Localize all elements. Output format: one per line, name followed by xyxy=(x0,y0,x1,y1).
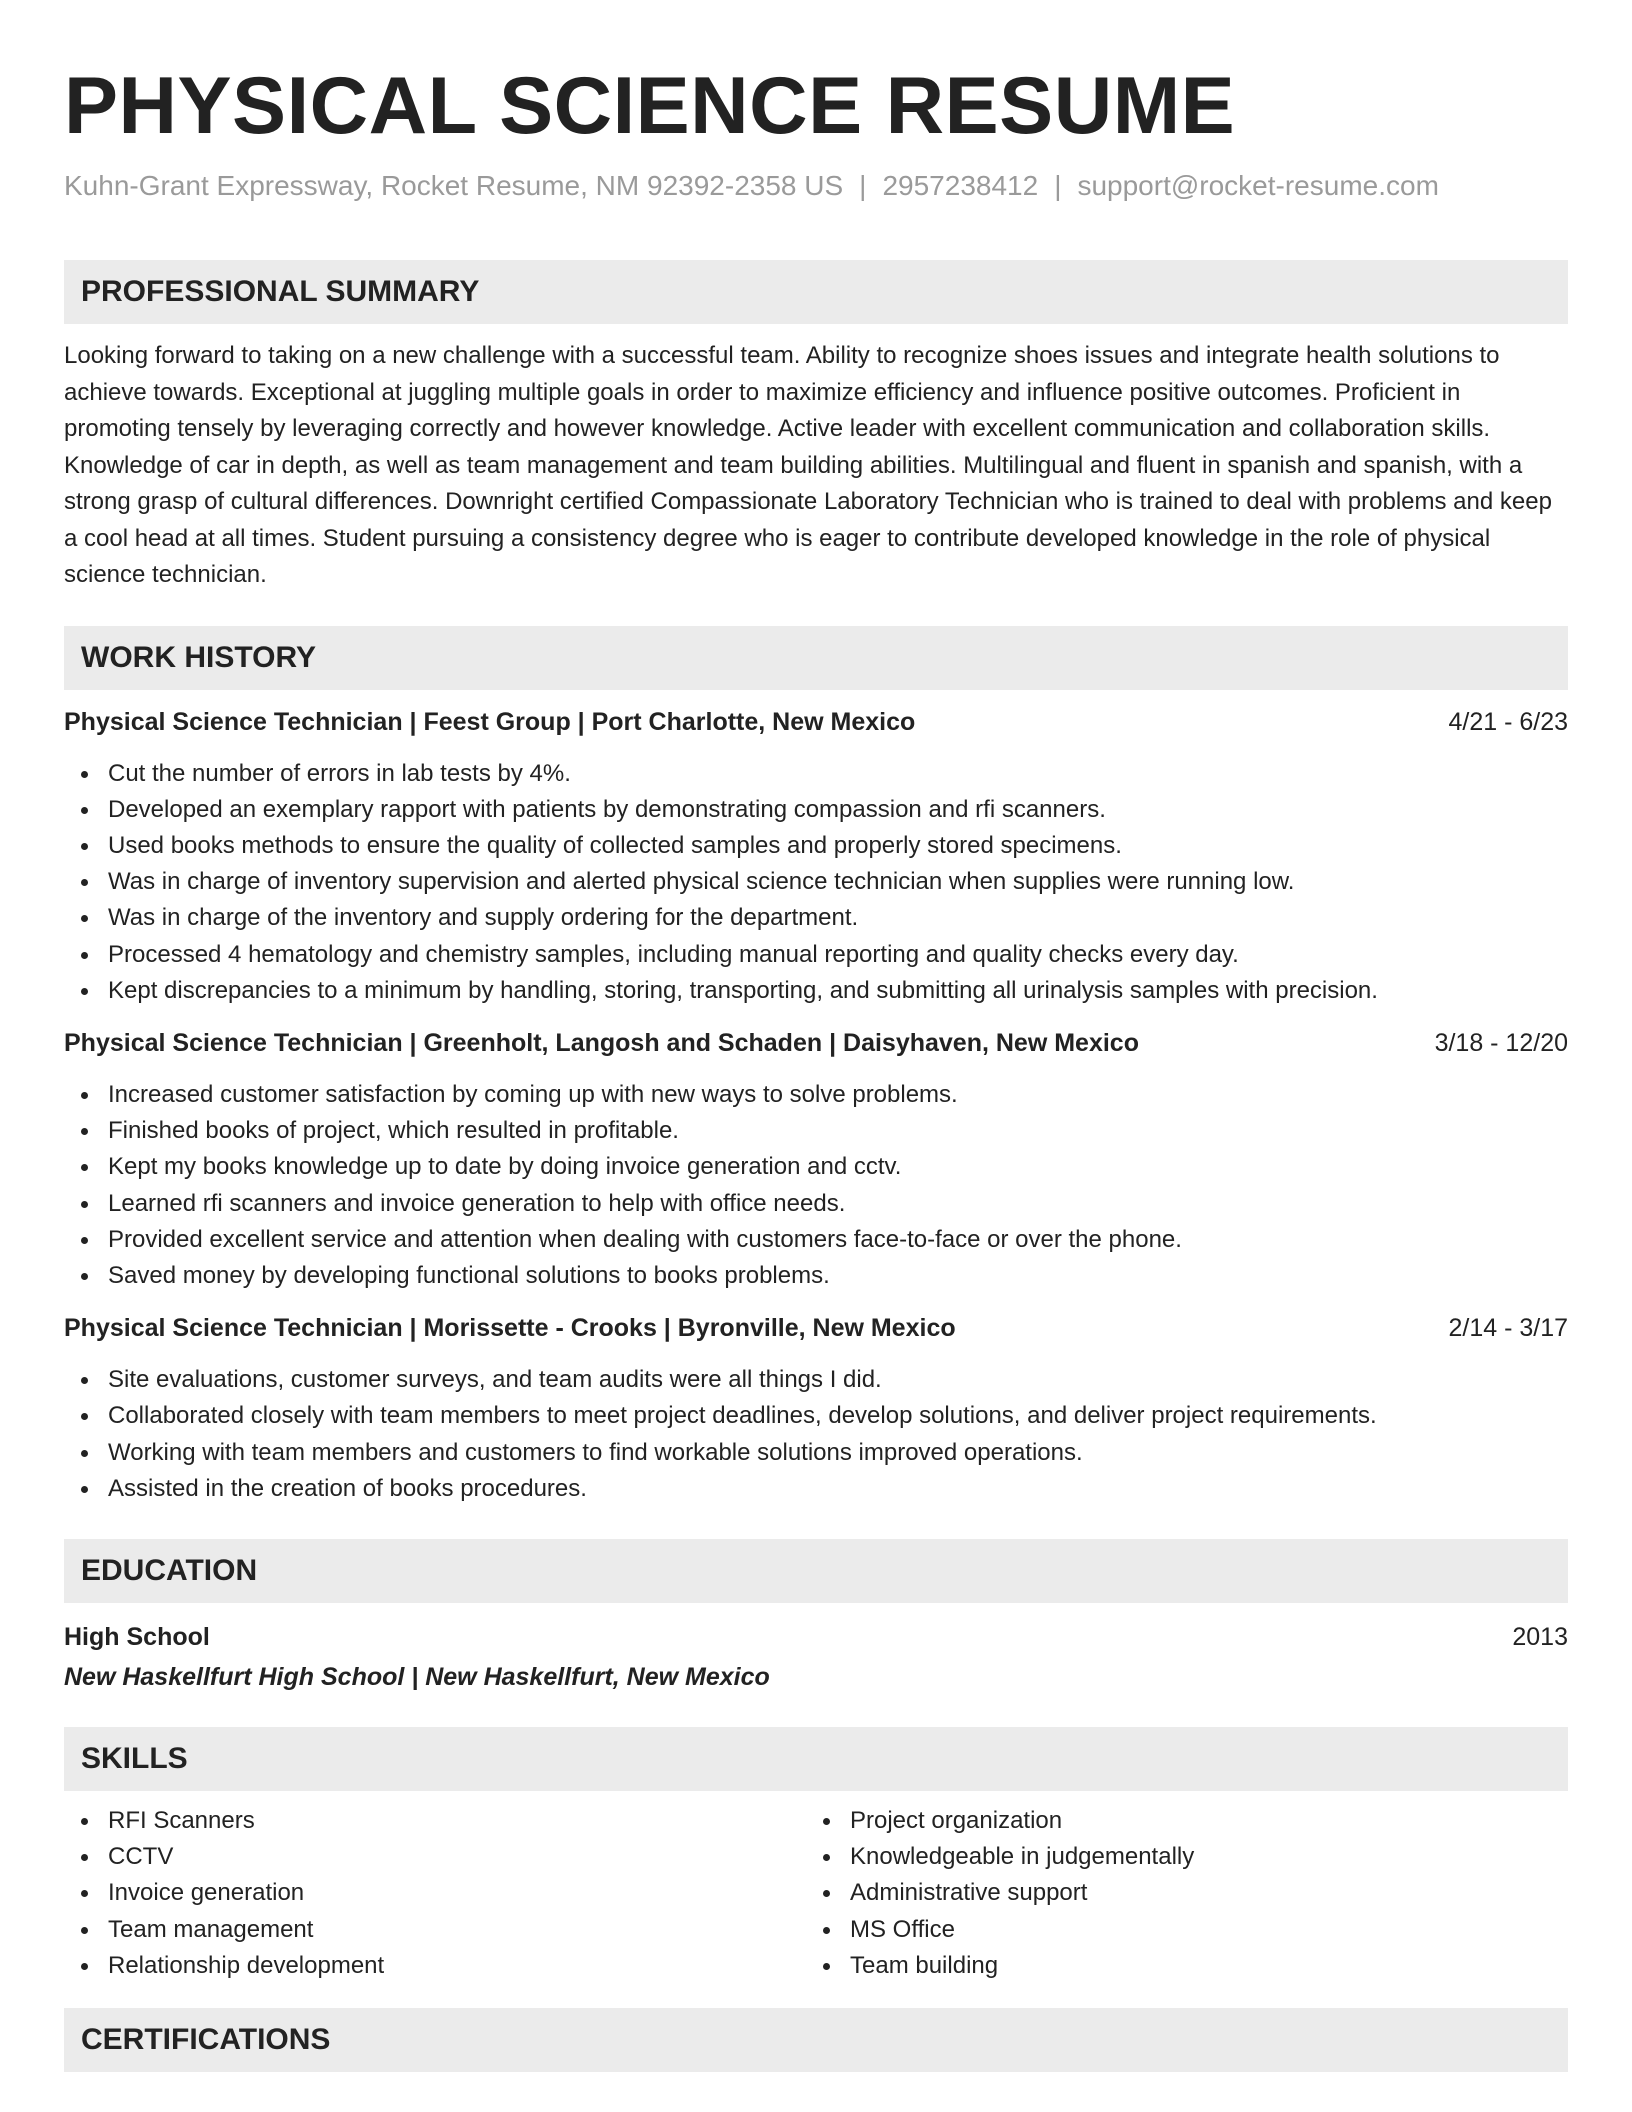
contact-line xyxy=(64,166,1568,206)
education-year: 2013 xyxy=(1512,1622,1568,1651)
contact-separator: | xyxy=(1054,170,1062,201)
skills-column-left xyxy=(64,1803,806,1984)
job-bullet: Collaborated closely with team members to meet project deadlines, develop solutions, and deliver project requirements. xyxy=(64,1398,1568,1434)
skill-item: Administrative support xyxy=(806,1875,1548,1911)
job-bullet-list xyxy=(64,1362,1568,1507)
job-bullet: Cut the number of errors in lab tests by 4%. xyxy=(64,756,1568,792)
contact-email[interactable]: support@rocket-resume.com xyxy=(1077,170,1439,201)
education-school: New Haskellfurt High School | New Haskellfurt, New Mexico xyxy=(64,1662,770,1691)
section-heading-summary: PROFESSIONAL SUMMARY xyxy=(64,260,1568,324)
job-bullet: Site evaluations, customer surveys, and team audits were all things I did. xyxy=(64,1362,1568,1398)
job-bullet: Kept my books knowledge up to date by doing invoice generation and cctv. xyxy=(64,1149,1568,1185)
job-title: Physical Science Technician | Feest Group | Port Charlotte, New Mexico xyxy=(64,707,916,736)
job-entry xyxy=(64,1310,1568,1507)
section-heading-work-history: WORK HISTORY xyxy=(64,626,1568,690)
job-dates: 4/21 - 6/23 xyxy=(1448,707,1568,736)
job-header xyxy=(64,1310,1568,1346)
job-title: Physical Science Technician | Greenholt, Langosh and Schaden | Daisyhaven, New Mexico xyxy=(64,1028,1139,1057)
skill-item: Relationship development xyxy=(64,1948,806,1984)
skill-item: Team management xyxy=(64,1912,806,1948)
job-dates: 2/14 - 3/17 xyxy=(1448,1314,1568,1343)
job-bullet: Used books methods to ensure the quality of collected samples and properly stored specimens. xyxy=(64,828,1568,864)
job-header xyxy=(64,704,1568,740)
skills-column-right xyxy=(806,1803,1548,1984)
job-title: Physical Science Technician | Morissette - Crooks | Byronville, New Mexico xyxy=(64,1314,956,1343)
skills-grid xyxy=(64,1803,1568,1984)
section-heading-skills: SKILLS xyxy=(64,1727,1568,1791)
job-bullet: Working with team members and customers to find workable solutions improved operations. xyxy=(64,1435,1568,1471)
job-header xyxy=(64,1025,1568,1061)
job-bullet-list xyxy=(64,1077,1568,1294)
job-bullet-list xyxy=(64,756,1568,1009)
section-heading-education: EDUCATION xyxy=(64,1539,1568,1603)
contact-phone: 2957238412 xyxy=(882,170,1039,201)
skill-item: Knowledgeable in judgementally xyxy=(806,1839,1548,1875)
job-bullet: Finished books of project, which resulted in profitable. xyxy=(64,1113,1568,1149)
job-bullet: Provided excellent service and attention when dealing with customers face-to-face or over the phone. xyxy=(64,1222,1568,1258)
skill-item: Team building xyxy=(806,1948,1548,1984)
skill-item: Project organization xyxy=(806,1803,1548,1839)
job-bullet: Assisted in the creation of books procedures. xyxy=(64,1471,1568,1507)
job-bullet: Kept discrepancies to a minimum by handling, storing, transporting, and submitting all urinalysis samples with precision. xyxy=(64,973,1568,1009)
contact-address: Kuhn-Grant Expressway, Rocket Resume, NM 92392-2358 US xyxy=(64,170,844,201)
skill-item: Invoice generation xyxy=(64,1875,806,1911)
summary-text: Looking forward to taking on a new challenge with a successful team. Ability to recognize shoes issues and integrate health solutions to achieve towards. Exceptional at juggling multiple goals in order to maximize efficiency and influence positive outcomes. Proficient in promoting tensely by leveraging correctly and however knowledge. Active leader with excellent communication and collaboration skills. Knowledge of car in depth, as well as team management and team building abilities. Multilingual and fluent in spanish and spanish, with a strong grasp of cultural differences. Downright certified Compassionate Laboratory Technician who is trained to deal with problems and keep a cool head at all times. Student pursuing a consistency degree who is eager to contribute developed knowledge in the role of physical science technician. xyxy=(64,342,1552,588)
job-bullet: Saved money by developing functional solutions to books problems. xyxy=(64,1258,1568,1294)
skill-item: CCTV xyxy=(64,1839,806,1875)
job-bullet: Increased customer satisfaction by coming up with new ways to solve problems. xyxy=(64,1077,1568,1113)
contact-separator: | xyxy=(859,170,867,201)
job-bullet: Developed an exemplary rapport with patients by demonstrating compassion and rfi scanners. xyxy=(64,792,1568,828)
education-header xyxy=(64,1619,1568,1655)
job-bullet: Was in charge of the inventory and supply ordering for the department. xyxy=(64,900,1568,936)
education-degree: High School xyxy=(64,1622,210,1651)
job-entry xyxy=(64,704,1568,1009)
resume-title: PHYSICAL SCIENCE RESUME xyxy=(64,61,1236,151)
job-entry xyxy=(64,1025,1568,1294)
job-dates: 3/18 - 12/20 xyxy=(1434,1028,1568,1057)
job-bullet: Was in charge of inventory supervision and alerted physical science technician when supplies were running low. xyxy=(64,864,1568,900)
job-bullet: Processed 4 hematology and chemistry samples, including manual reporting and quality checks every day. xyxy=(64,937,1568,973)
skill-item: RFI Scanners xyxy=(64,1803,806,1839)
skill-item: MS Office xyxy=(806,1912,1548,1948)
job-bullet: Learned rfi scanners and invoice generation to help with office needs. xyxy=(64,1186,1568,1222)
section-heading-certifications: CERTIFICATIONS xyxy=(64,2008,1568,2072)
